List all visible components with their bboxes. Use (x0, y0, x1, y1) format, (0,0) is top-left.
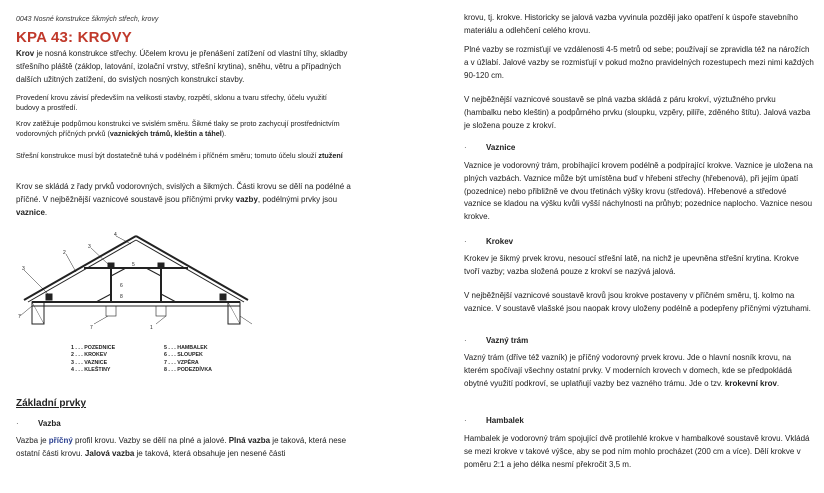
intro-lead: Krov (16, 49, 35, 58)
paragraph-krokev-soustava: V nejběžnější vaznicové soustavě krovů jsou krokve postaveny v příčném směru, tj. kolmo na vaznice. V soustavě vlašské jsou naopak krovy uloženy podélně a podepřeny příčnými výztuhami. (464, 291, 811, 313)
legend-item: 1 . . . POZEDNICE (71, 345, 116, 351)
subheading-text: Vaznice (486, 143, 516, 152)
text-fragment: Krov zatěžuje podpůrnou konstrukci ve svislém směru. Šikmé tlaky se proto zachycují prostřednictvím vodorovných příčných prvků ( (16, 119, 340, 138)
diagram-label: 7 (18, 314, 21, 320)
text-fragment: . (776, 378, 780, 388)
intro-text: je nosná konstrukce střechy. Účelem krovu je přenášení zatížení od vlastní tíhy, skladby střešního pláště (záklop, latování, izolační vrstvy, střešní krytina), sněhu, větru a případných dalších užitných zatížení, do svislých nosných konstrukcí stavby. (16, 49, 348, 84)
bold-fragment: vaznických trámů, kleštin a táhel (109, 129, 222, 138)
bold-fragment: Jalová vazba (84, 448, 135, 458)
diagram-label: 7 (90, 325, 93, 331)
legend-row (71, 367, 257, 374)
roof-truss-diagram (16, 232, 256, 332)
text-fragment: ). (221, 129, 227, 138)
legend-item: 6 . . . SLOUPEK (164, 352, 203, 359)
legend-row (71, 352, 257, 359)
diagram-legend (71, 345, 257, 375)
diagram-label: 3 (88, 244, 91, 250)
text-fragment: Vazný trám (dříve též vazník) je příčný vodorovný prvek krovu. Jde o hlavní nosník krovu, na kterém spočívají všechny ostatní prvky. V moderních krovech v domech, kde se předpokládá obytné využití podkroví, se uplatňují vazby bez vazného trámu. Jde o tzv. (464, 353, 793, 388)
paragraph-vaznice: Vaznice je vodorovný trám, probíhající krovem podélně a podpírající krokve. Vaznice je uložena na plných vazbách. Vaznice může být umístěna buď v hřebeni střechy (hřebenová), při jejím úpatí (pozednice) nebo přibližně ve dvou třetinách výšky krovu (středová). Hřebenové a středové vaznice se kladou na výšku kvůli vyšší náchylnosti na průhyb; pozednice naplocho. Vaznice nesou krokve. (464, 161, 813, 222)
bullet: · (464, 237, 467, 246)
subheading-hambalek (464, 416, 814, 425)
text-fragment: , podélnými prvky jsou (257, 194, 338, 204)
paragraph-sklada (16, 181, 352, 219)
diagram-label: 2 (63, 250, 66, 256)
diagram-label: 6 (120, 283, 123, 289)
bullet: · (464, 143, 467, 152)
diagram-label: 4 (114, 232, 117, 238)
bullet: · (16, 419, 19, 428)
subheading-text: Hambalek (486, 416, 524, 425)
bullet: · (464, 416, 467, 425)
legend-item: 2 . . . KROKEV (71, 352, 107, 359)
section-title: Základní prvky (16, 398, 87, 409)
intro-paragraph (16, 48, 352, 86)
subheading-text: Krokev (486, 237, 514, 246)
legend-item: 7 . . . VZPĚRA (164, 359, 199, 366)
paragraph-ztuzeni (16, 151, 352, 161)
text-fragment: je taková, která obsahuje jen nesené části (134, 448, 286, 458)
paragraph-vazba (16, 435, 352, 461)
legend-item: 4 . . . KLEŠTINY (71, 367, 111, 374)
paragraph-rozmisteni: Plné vazby se rozmisťují ve vzdálenosti 4-5 metrů od sebe; používají se zpravidla též na nárožích a v úžlabí. Jalové vazby se rozmisťují v pokud možno pravidelných rozestupech mezi nimi každých 90-120 cm. (464, 45, 814, 80)
paragraph-jalova-historie: krovu, tj. krokve. Historicky se jalová vazba vyvinula později jako opatření k úspoře stavebního materiálu a odlehčení celého krovu. (464, 13, 798, 35)
text-fragment: je taková, která nese ostatní části krovu. (16, 436, 347, 458)
subheading-text: Vazba (38, 419, 61, 428)
bold-fragment: vazby (235, 194, 258, 204)
diagram-label: 3 (22, 266, 25, 272)
bullet: · (464, 336, 467, 345)
paragraph-plna-vazba: V nejběžnější vaznicové soustavě se plná vazba skládá z páru krokví, výztužného prvku (hambalku nebo kleštin) a podpůrného prvku (sloupku, vzpěry, pilíře, zděného štítu). Jalová vazba je složena pouze z krokví. (464, 95, 811, 130)
text-fragment: . (44, 207, 48, 217)
legend-item: 3 . . . VAZNICE (71, 359, 108, 366)
diagram-label: 1 (150, 325, 153, 331)
legend-row (71, 345, 257, 352)
text-fragment: Krov se skládá z řady prvků vodorovných, svislých a šikmých. Části krovu se dělí na podélné a příčné. V nejběžnější vaznicové soustavě jsou příčnými prvky (16, 182, 351, 204)
bold-fragment: Plná vazba (228, 436, 271, 445)
subheading-vaznice (464, 143, 814, 152)
breadcrumb: 0043 Nosné konstrukce šikmých střech, krovy (16, 16, 159, 23)
subheading-vazba (16, 419, 352, 428)
page-title: KPA 43: KROVY (16, 29, 132, 46)
legend-item: 5 . . . HAMBALEK (164, 345, 208, 351)
diagram-label: 8 (120, 294, 123, 300)
text-fragment: Střešní konstrukce musí být dostatečně tuhá v podélném i příčném směru; tomuto účelu slouží (16, 151, 319, 160)
bold-fragment: ztužení (318, 151, 343, 160)
paragraph-vazny-tram (464, 352, 814, 390)
bold-fragment: vaznice (16, 207, 45, 217)
subheading-vazny-tram (464, 336, 814, 345)
subheading-text: Vazný trám (486, 336, 529, 345)
paragraph-hambalek: Hambalek je vodorovný trám spojující dvě protilehlé krokve v hambalkové soustavě krovu. Vkládá se mezi krokve v takové výšce, aby se pod ním mohlo procházet (200 cm a více). Dělí krokve v poměru 2:1 a jeho délka nesmí překročit 3,5 m. (464, 434, 810, 469)
paragraph-provedeni: Provedení krovu závisí především na velikosti stavby, rozpětí, sklonu a tvaru střechy, účelu využití budovy a prostředí. (16, 93, 327, 112)
text-fragment: profil krovu. Vazby se dělí na plné a jalové. (72, 436, 229, 445)
diagram-label: 5 (132, 262, 135, 268)
bold-fragment: příčný (48, 436, 73, 445)
subheading-krokev (464, 237, 814, 246)
paragraph-krokev: Krokev je šikmý prvek krovu, nesoucí střešní latě, na nichž je upevněna střešní krytina. Krokve tvoří vazby; vazba složená pouze z krokví se nazývá jalová. (464, 254, 799, 276)
paragraph-zatizeni (16, 119, 352, 139)
text-fragment: Vazba je (16, 436, 49, 445)
bold-fragment: krokevní krov (724, 378, 777, 388)
legend-item: 8 . . . PODEZDÍVKA (164, 367, 212, 374)
